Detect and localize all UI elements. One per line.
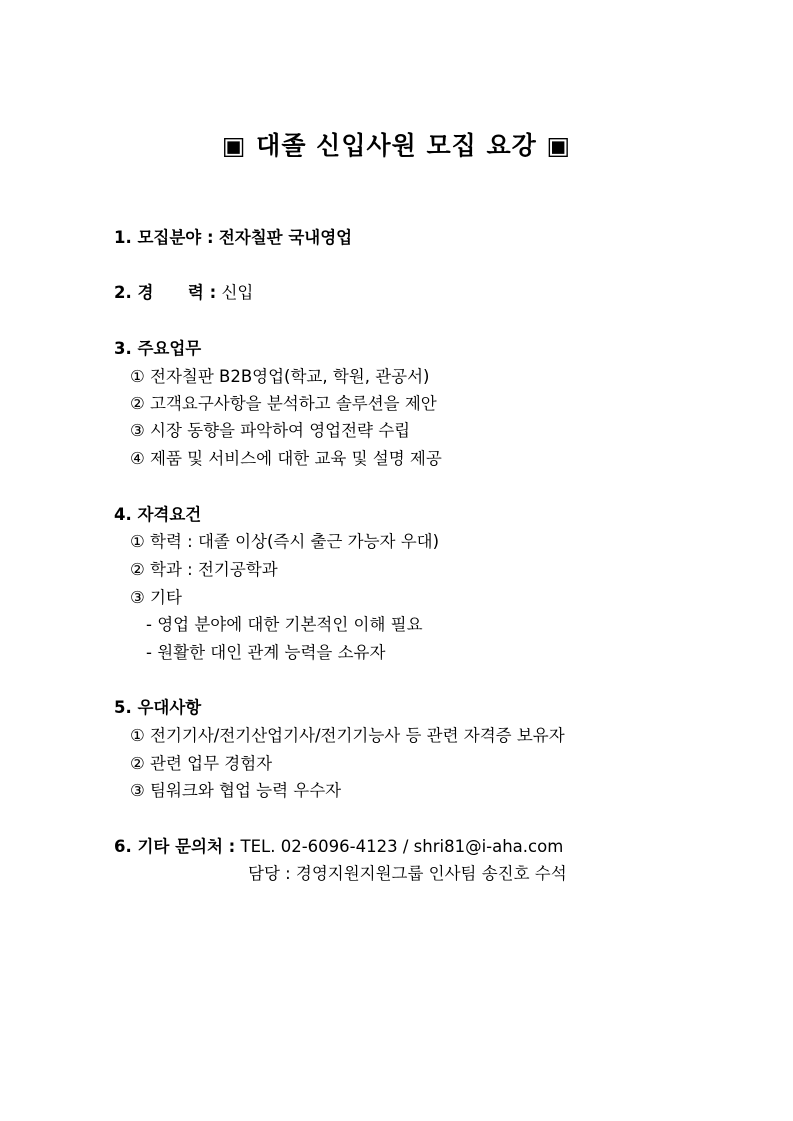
section-label: 1. 모집분야 : <box>114 228 214 247</box>
page-title: ▣ 대졸 신입사원 모집 요강 ▣ <box>221 131 572 160</box>
list-item: ④ 제품 및 서비스에 대한 교육 및 설명 제공 <box>130 449 442 468</box>
section-label: 2. 경 력 : <box>114 283 217 302</box>
list-item: ① 전기기사/전기산업기사/전기기능사 등 관련 자격증 보유자 <box>130 726 565 745</box>
list-subitem: - 원활한 대인 관계 능력을 소유자 <box>146 643 386 662</box>
list-item: ① 전자칠판 B2B영업(학교, 학원, 관공서) <box>130 367 430 386</box>
list-subitem: - 영업 분야에 대한 기본적인 이해 필요 <box>146 615 423 634</box>
list-item: ③ 시장 동향을 파악하여 영업전략 수립 <box>130 421 411 440</box>
list-item: ② 학과 : 전기공학과 <box>130 560 278 579</box>
section-recruit-field <box>114 224 352 248</box>
list-item: ③ 기타 <box>130 588 182 607</box>
section-contact <box>114 833 563 857</box>
list-item: ② 고객요구사항을 분석하고 솔루션을 제안 <box>130 394 437 413</box>
section-value: 신입 <box>221 283 254 302</box>
section-preferences-label: 5. 우대사항 <box>114 698 202 717</box>
contact-info: TEL. 02-6096-4123 / shri81@i-aha.com <box>240 837 564 856</box>
section-value: 전자칠판 국내영업 <box>218 228 353 247</box>
section-main-duties-label: 3. 주요업무 <box>114 339 202 358</box>
section-label: 6. 기타 문의처 : <box>114 837 236 856</box>
list-item: ① 학력 : 대졸 이상(즉시 출근 가능자 우대) <box>130 532 440 551</box>
section-experience <box>114 279 253 303</box>
section-qualifications-label: 4. 자격요건 <box>114 505 202 524</box>
list-item: ③ 팀워크와 협업 능력 우수자 <box>130 781 342 800</box>
contact-person: 담당 : 경영지원지원그룹 인사팀 송진호 수석 <box>248 864 567 883</box>
list-item: ② 관련 업무 경험자 <box>130 754 273 773</box>
